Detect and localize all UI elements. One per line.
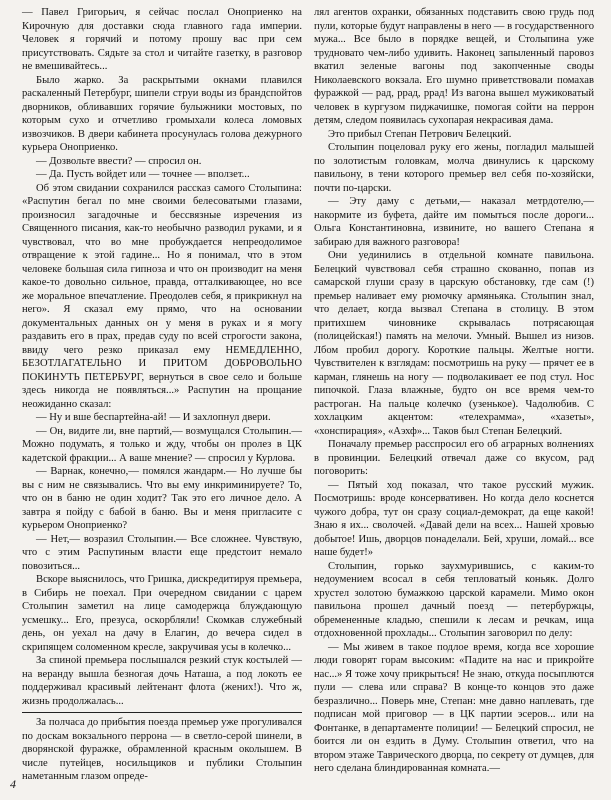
- paragraph: — Ну и вше беспартейна-ай! — И захлопнул двери.: [36, 412, 271, 423]
- left-column: [22, 6, 302, 784]
- paragraph: Это прибыл Степан Петрович Белецкий.: [328, 128, 512, 140]
- paragraph: — Варнак, конечно,— помялся жандарм.— Но лучше бы вы с ним не связывались. Что вы ему инкриминируете? То, что он в баню не один ходит? Так это его личное дело. А завтра я пойду с бабой в баню. Вы и меня пригласите с курьером Оноприенко?: [22, 466, 302, 531]
- paragraph: — Пятый ход показал, что такое русский мужик. Посмотришь: вроде консервативен. Но когда дело коснется чужого добра, тут он сразу социал-демократ, да еще какой! Знаю я их... сволочей. «Давай дели на всех... Нашей хровью добытое! Ишь, дворцов понаделали. Бей, хруши, ломай... все наше будет!»: [314, 479, 594, 558]
- paragraph: Столыпин, горько заухмурившись, с каким-то недоумением всосал в себя тепловатый коньяк. Долго хрустел золотою бумажкою царской карамели. Мимо окон павильона прошел дачный поезд — петербуржцы, обремененные кладью, спешили к лесам и речкам, ища отдохновенной прохлады... Столыпин заговорил по делу:: [314, 560, 594, 639]
- paragraph: лял агентов охранки, обязанных подставить свою грудь под пули, которые будут направлены в него — в государственного мужа... Все было в порядке вещей, и Столыпина уже трудновато чем-либо удивить. Наконец запыленный паровоз вкатил зеленые вагоны под закопченные своды Николаевского вокзала. Его шумно приветствовали помахав фуражкой — рад, ррад, ррад! Из вагона вышел мужиковатый человек в кургузом пиджачишке, помогая сойти на перрон детям, следом появилась сухопарая некрасивая дама.: [314, 7, 594, 126]
- right-column: [314, 6, 594, 784]
- text-columns: [22, 6, 603, 784]
- paragraph: — Мы живем в такое подлое время, когда все хорошие люди говорят горам высоким: «Падите на нас и прикройте нас...» Я тоже хочу прикрыться! Не знаю, откуда посыплются пули — слева или справа? В конце-то концов это даже безразлично... Поверь мне, Степан: мне давно наплевать, где подписан мой приговор — в ЦК партии эсеров... или на Фонтанке, в департаменте полиции! — Белецкий спросил, не боится ли он ездить в Думу. Столыпин ответил, что на втором этаже Таврического дворца, по секрету от думцев, для него сделана блиндированная комната.—: [314, 641, 594, 774]
- paragraph: Поначалу премьер расспросил его об аграрных волнениях в провинции. Белецкий отвечал даже со вкусом, рад поговорить:: [314, 439, 594, 477]
- paragraph: — Павел Григорьич, я сейчас послал Оноприенко на Кирочную для доставки сюда главного гада империи. Человек я горячий и потому прошу вас при сем присутствовать. Сядьте за стол и читайте газетку, в разговор не вмешивайтесь...: [22, 7, 302, 72]
- paragraph: За спиной премьера послышался резкий стук костылей — на веранду вышла безногая дочь Наташа, а под локоть ее поддерживал красивый лейтенант флота (жених!). Что ж, жизнь продолжалась...: [22, 655, 302, 707]
- page-number: 4: [10, 777, 16, 791]
- paragraph: Столыпин поцеловал руку его жены, погладил малышей по золотистым головкам, молча двинулись к царскому павильону, в тени которого премьер вел себя по-хозяйски, почти по-царски.: [314, 142, 594, 194]
- paragraph: Об этом свидании сохранился рассказ самого Столыпина: «Распутин бегал по мне своими белесоватыми глазами, произносил загадочные и бессвязные изречения из Священного писания, как-то необычно разводил руками, и я чувствовал, что во мне пробуждается непреодолимое отвращение к этой гадине... Но я понимал, что в этом человеке большая сила гипноза и что он производит на меня какое-то довольно сильное, правда, отталкивающее, но все же моральное впечатление. Преодолев себя, я прикрикнул на него». Я сказал ему прямо, что на основании документальных данных он у меня в руках и я могу раздавить его в прах, предав суду по всей строгости закона, ввиду чего резко приказал ему НЕМЕДЛЕННО, БЕЗОТЛАГАТЕЛЬНО И ПРИТОМ ДОБРОВОЛЬНО ПОКИНУТЬ ПЕТЕРБУРГ, вернуться в свое село и больше здесь никогда не появляться...» Распутин на прощание неожиданно сказал:: [22, 182, 302, 410]
- paragraph: — Дозвольте ввести? — спросил он.: [36, 155, 202, 167]
- paragraph: — Эту даму с детьми,— наказал метрдотелю,— накормите из буфета, дайте им помыться после дороги... Ольга Константиновна, извините, но вашего Степана я забираю для важного разговора!: [314, 196, 594, 248]
- paragraph: За полчаса до прибытия поезда премьер уже прогуливался по доскам вокзального перрона — в светло-серой шинели, в дворянской фуражке, обрамленной красным околышем. В числе путейцев, носильщиков и публики Столыпин наметанным глазом опреде-: [22, 717, 302, 782]
- paragraph: — Он, видите ли, вне партий,— возмущался Столыпин.— Можно подумать, я только и жду, чтобы он пролез в ЦК кадетской фракции... А ваше мнение? — спросил у Курлова.: [22, 425, 302, 464]
- paragraph: — Да. Пусть войдет или — точнее — вползет...: [36, 169, 250, 180]
- paragraph: — Нет,— возразил Столыпин.— Все сложнее. Чувствую, что с этим Распутиным власти еще предстоит немало повозиться...: [22, 533, 302, 572]
- paragraph: Было жарко. За раскрытыми окнами плавился раскаленный Петербург, шипели струи воды из брандспойтов дворников, обливавших горячие булыжники мостовых, по которым сухо и отчетливо громыхали колеса ломовых извозчиков. В двери кабинета просунулась голова дежурного курьера Оноприенко.: [22, 74, 302, 153]
- section-divider: [22, 712, 302, 713]
- paragraph: Они уединились в отдельной комнате павильона. Белецкий чувствовал себя страшно скованно, попав из самарской глуши сразу в царскую обстановку, где сам (!) премьер наливает ему рюмочку армяньяка. Столыпин знал, что делает, когда вызвал Степана в столицу. В этом притихшем чиновнике скрывалась потрясающая (полицейская!) память на мелочи. Умный. Вышел из низов. Лбом пробил дорогу. Короткие пальцы. Желтые ногти. Чувствителен к взглядам: посмотришь на руку — прячет ее в карман, глянешь на ногу — подволакивает ее под стул. Нос пипочкой. Глаза влажные, будто он все время чем-то растроган. На пальце колечко (узенькое). Чадолюбив. С хохлацким акцентом: «телехрамма», «хазеты», «хонспирация», «Аэхф»... Таков был Степан Белецкий.: [314, 250, 594, 437]
- paragraph: Вскоре выяснилось, что Гришка, дискредитируя премьера, в Сибирь не поехал. При очередном свидании с царем Столыпин заметил на лице самодержца блуждающую усмешку... Его, презуса, оскорбляли! Скомкав служебный день, он уехал на дачу в Елагин, до вечера сидел в скрипящем соломенном кресле, закручивая усы в колечко...: [22, 574, 302, 653]
